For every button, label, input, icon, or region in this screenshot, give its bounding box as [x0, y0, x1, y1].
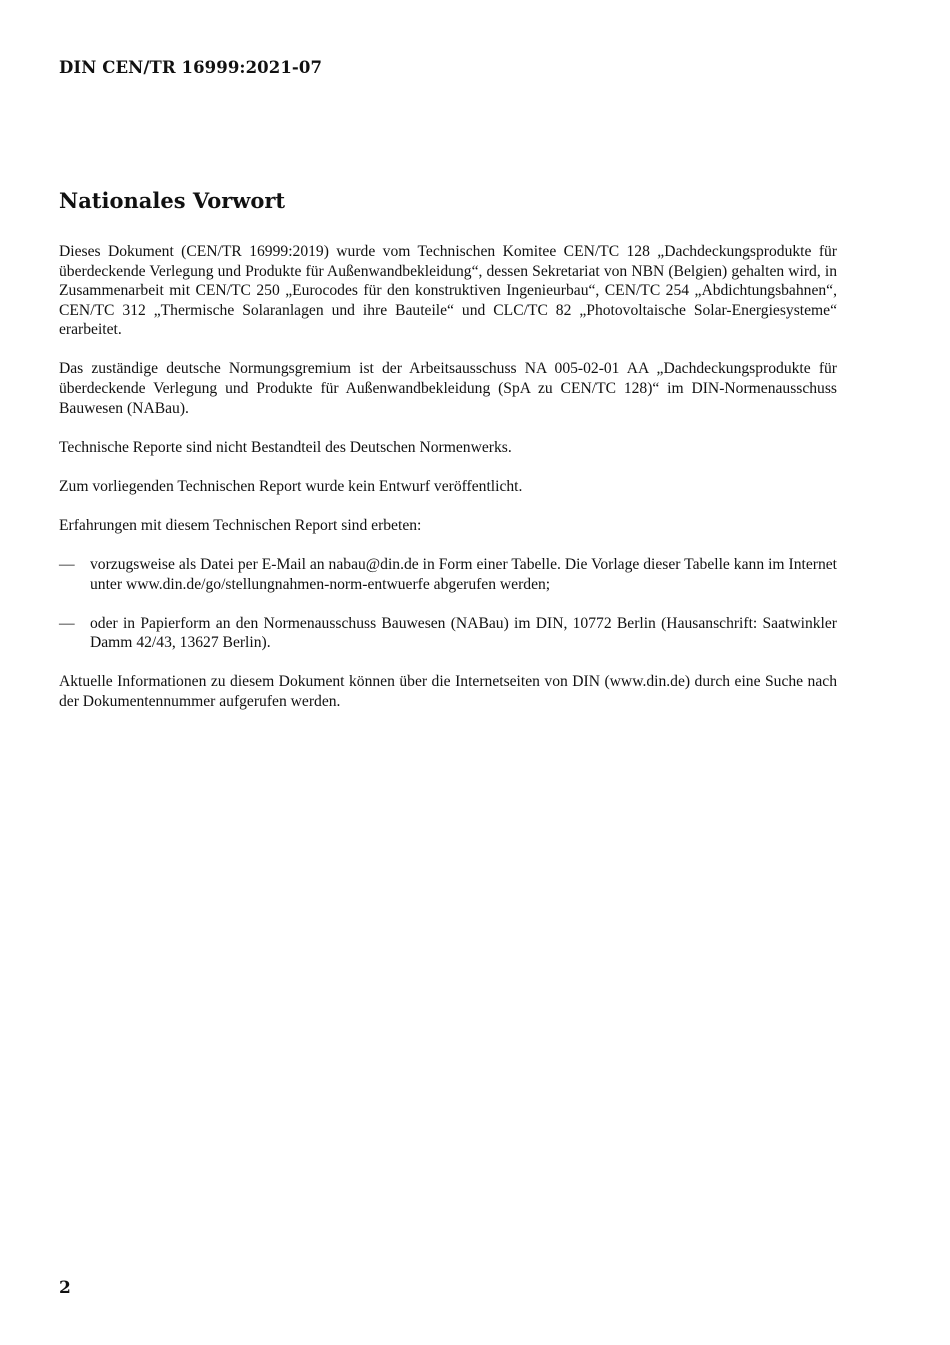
list-dash: — [59, 556, 75, 574]
paragraph-feedback-request: Erfahrungen mit diesem Technischen Report sind erbeten: [59, 516, 422, 534]
paragraph-current-info: Aktuelle Informationen zu diesem Dokument können über die Internetseiten von DIN (www.din.de) durch eine Suche nach der Dokumentennummer aufgerufen werden. [59, 673, 837, 710]
paragraph-technical-reports: Technische Reporte sind nicht Bestandteil des Deutschen Normenwerks. [59, 438, 512, 456]
list-dash: — [59, 614, 75, 632]
document-id-header: DIN CEN/TR 16999:2021-07 [59, 58, 323, 77]
list-item [59, 555, 837, 594]
paragraph-national-body: Das zuständige deutsche Normungsgremium ist der Arbeitsausschuss NA 005-02-01 AA „Dachdeckungsprodukte für überdeckende Verlegung und Produkte für Außenwandbekleidung (SpA zu CEN/TC 128)“ im DIN-Normenausschuss Bauwesen (NABau). [59, 360, 837, 417]
section-title: Nationales Vorwort [59, 188, 286, 213]
paragraph-no-draft: Zum vorliegenden Technischen Report wurde kein Entwurf veröffentlicht. [59, 477, 523, 495]
list-item-email: vorzugsweise als Datei per E-Mail an nabau@din.de in Form einer Tabelle. Die Vorlage dieser Tabelle kann im Internet unter www.din.de/go/stellungnahmen-norm-entwuerfe abgerufen werden; [90, 556, 837, 593]
page-number: 2 [59, 1278, 71, 1298]
paragraph-committee: Dieses Dokument (CEN/TR 16999:2019) wurde vom Technischen Komitee CEN/TC 128 „Dachdeckungsprodukte für überdeckende Verlegung und Produkte für Außenwandbekleidung“, dessen Sekretariat von NBN (Belgien) gehalten wird, in Zusammenarbeit mit CEN/TC 250 „Eurocodes für den konstruktiven Ingenieurbau“, CEN/TC 254 „Abdichtungsbahnen“, CEN/TC 312 „Thermische Solaranlagen und ihre Bauteile“ und CLC/TC 82 „Photovoltaische Solar-Energiesysteme“ erarbeitet. [59, 243, 837, 339]
list-item [59, 614, 837, 653]
list-item-paper: oder in Papierform an den Normenausschuss Bauwesen (NABau) im DIN, 10772 Berlin (Hausanschrift: Saatwinkler Damm 42/43, 13627 Berlin). [90, 614, 837, 652]
main-content [59, 186, 837, 731]
